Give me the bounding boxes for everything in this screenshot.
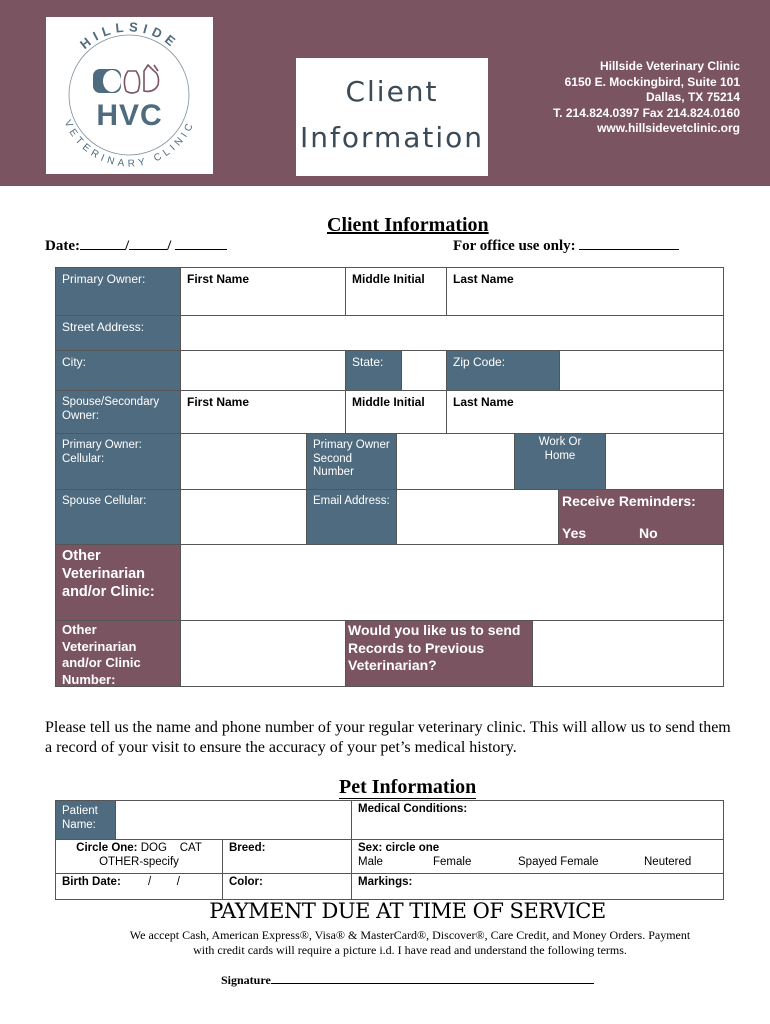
primary-second-number-label: Primary Owner Second Number [306, 433, 397, 490]
page-title-line1: Client [345, 75, 439, 108]
city-label: City: [55, 350, 181, 391]
logo-top-arc: HILLSIDE [77, 19, 183, 53]
primary-middle-initial-field[interactable]: Middle Initial [345, 267, 447, 316]
sex-neutered-option[interactable]: Neutered [644, 856, 692, 868]
date-label: Date: [45, 238, 80, 254]
species-other-specify[interactable]: OTHER-specify [99, 855, 179, 868]
signature-field[interactable] [221, 972, 594, 988]
state-field[interactable] [401, 350, 447, 391]
clinic-street: 6150 E. Mockingbird, Suite 101 [564, 74, 740, 89]
header-banner [0, 0, 770, 186]
signature-label: Signature [221, 973, 271, 987]
receive-reminders-box [558, 489, 724, 545]
logo-ring [46, 17, 213, 174]
client-section-title: Client Information [327, 214, 489, 236]
receive-reminders-label: Receive Reminders: [562, 493, 696, 509]
sex-male-option[interactable]: Male [358, 856, 383, 868]
other-vet-field[interactable] [180, 544, 724, 621]
street-address-field[interactable] [180, 315, 724, 351]
zip-code-field[interactable] [559, 350, 724, 391]
sex-label: Sex: circle one [358, 842, 440, 854]
clinic-website[interactable]: www.hillsidevetclinic.org [597, 121, 740, 135]
primary-last-name-field[interactable]: Last Name [446, 267, 724, 316]
logo-bottom-arc: VETERINARY CLINIC [61, 118, 198, 170]
office-use-field[interactable] [453, 238, 679, 255]
email-address-label: Email Address: [306, 489, 397, 545]
state-label: State: [345, 350, 402, 391]
spouse-first-name-field[interactable]: First Name [180, 390, 346, 434]
sex-spayed-option[interactable]: Spayed Female [518, 856, 599, 868]
send-records-question: Would you like us to send Records to Previous Veterinarian? [345, 620, 533, 687]
sex-female-option[interactable]: Female [433, 856, 472, 868]
other-vet-label: Other Veterinarian and/or Clinic: [55, 544, 181, 621]
payment-terms [60, 928, 760, 958]
city-field[interactable] [180, 350, 346, 391]
breed-field[interactable]: Breed: [222, 839, 352, 874]
clinic-phone: T. 214.824.0397 Fax 214.824.0160 [553, 105, 740, 120]
markings-field[interactable]: Markings: [351, 873, 724, 900]
street-address-label: Street Address: [55, 315, 181, 351]
instructions-paragraph: Please tell us the name and phone number of your regular veterinary clinic. This will allow us to send them a record of your visit to ensure the accuracy of your pet’s medical history. [45, 719, 731, 756]
reminders-no-option[interactable]: No [639, 525, 658, 541]
clinic-logo [46, 17, 213, 174]
birth-date-field[interactable] [55, 873, 223, 900]
work-or-home-label: Work Or Home [514, 433, 606, 490]
species-circle-one[interactable] [55, 839, 223, 874]
send-records-field[interactable] [532, 620, 724, 687]
date-field[interactable]: Date: / / [45, 238, 227, 255]
patient-name-label: Patient Name: [55, 800, 116, 840]
clinic-address-block [553, 59, 740, 137]
species-options[interactable]: DOG CAT [140, 842, 202, 854]
pet-section-title: Pet Information [339, 776, 477, 798]
spouse-middle-initial-field[interactable]: Middle Initial [345, 390, 447, 434]
payment-terms-line2: with credit cards will require a picture i.d. I have read and understand the following terms. [193, 943, 627, 957]
office-use-label: For office use only: [453, 238, 576, 254]
sex-field[interactable] [351, 839, 724, 874]
birth-date-slashes: / / [148, 876, 180, 888]
primary-cellular-label: Primary Owner: Cellular: [55, 433, 181, 490]
color-field[interactable]: Color: [222, 873, 352, 900]
other-vet-number-field[interactable] [180, 620, 346, 687]
clinic-name: Hillside Veterinary Clinic [599, 59, 740, 73]
logo-abbr: HVC [96, 99, 163, 132]
birth-date-label: Birth Date: [62, 876, 121, 888]
payment-heading: PAYMENT DUE AT TIME OF SERVICE [209, 899, 606, 923]
reminders-yes-option[interactable]: Yes [562, 525, 587, 541]
patient-name-field[interactable] [115, 800, 352, 840]
other-vet-number-label: Other Veterinarian and/or Clinic Number: [55, 620, 181, 687]
spouse-last-name-field[interactable]: Last Name [446, 390, 724, 434]
circle-one-label: Circle One: [76, 842, 138, 854]
clinic-city: Dallas, TX 75214 [645, 90, 740, 104]
primary-second-number-field[interactable] [396, 433, 515, 490]
email-address-field[interactable] [396, 489, 559, 545]
spouse-cellular-field[interactable] [180, 489, 307, 545]
primary-owner-label: Primary Owner: [55, 267, 181, 316]
primary-first-name-field[interactable]: First Name [180, 267, 346, 316]
cat-dog-icon [93, 65, 159, 93]
payment-terms-line1: We accept Cash, American Express®, Visa® & MasterCard®, Discover®, Care Credit, and Money Orders. Payment [129, 928, 691, 942]
page-title [296, 58, 488, 176]
work-or-home-field[interactable] [605, 433, 724, 490]
zip-code-label: Zip Code: [446, 350, 560, 391]
spouse-cellular-label: Spouse Cellular: [55, 489, 181, 545]
page-title-line2: Information [299, 121, 485, 154]
medical-conditions-field[interactable]: Medical Conditions: [351, 800, 724, 840]
spouse-owner-label: Spouse/Secondary Owner: [55, 390, 181, 434]
primary-cellular-field[interactable] [180, 433, 307, 490]
